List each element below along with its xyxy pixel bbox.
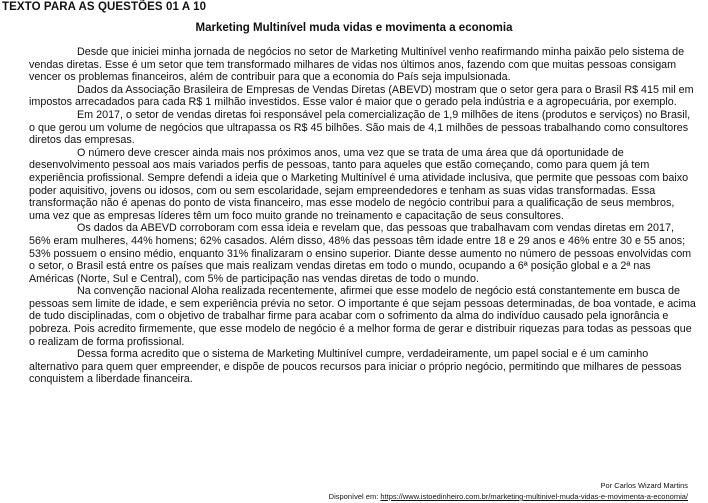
paragraph-7: Dessa forma acredito que o sistema de Marketing Multinível cumpre, verdadeiramente, um papel social e é um caminho alternativo para quem quer empreender, e dispõe de poucos recursos para iniciar o próprio negócio, permitindo que milhares de pessoas conquistem a liberdade financeira.	[29, 348, 682, 386]
source-line	[329, 492, 688, 501]
paragraph-5: Os dados da ABEVD corroboram com essa ideia e revelam que, das pessoas que trabalhavam com vendas diretas em 2017, 56% eram mulheres, 44% homens; 62% casados. Além disso, 48% das pessoas têm idade entre 18 e 29 anos e 46% entre 30 e 55 anos; 53% possuem o ensino médio, enquanto 31% finalizaram o ensino superior. Diante desse aumento no número de pessoas envolvidas com o setor, o Brasil está entre os países que mais realizam vendas diretas em todo o mundo, ocupando a 6ª posição global e a 2ª nas Américas (Norte, Sul e Central), com 5% de participação nas vendas diretas de todo o mundo.	[29, 222, 692, 285]
paragraph-4: O número deve crescer ainda mais nos próximos anos, uma vez que se trata de uma área que dá oportunidade de desenvolvimento pessoal aos mais variados perfis de pessoas, tanto para aqueles que estão começando, como para quem já tem experiência profissional. Sempre defendi a ideia que o Marketing Multinível é uma atividade inclusiva, que permite que pessoas com baixo poder aquisitivo, jovens ou idosos, com ou sem escolaridade, sejam empreendedores e tenham as suas vidas transformadas. Essa transformação não é apenas do ponto de vista financeiro, mas esse modelo de negócio contribui para a qualificação de seus membros, uma vez que as empresas líderes têm um foco muito grande no treinamento e capacitação de seus consultores.	[29, 146, 689, 222]
article-body	[29, 46, 697, 386]
paragraph-6: Na convenção nacional Aloha realizada recentemente, afirmei que esse modelo de negócio está constantemente em busca de pessoas sem limite de idade, e sem experiência prévia no setor. O importante é que sejam pessoas determinadas, de boa vontade, e acima de tudo disciplinadas, com o objetivo de trabalhar firme para acabar com o sofrimento da alma do indivíduo causado pela ignorância e pobreza. Pois acredito firmemente, que esse modelo de negócio é a melhor forma de gerar e distribuir riquezas para todas as pessoas que o realizam de forma profissional.	[29, 285, 696, 348]
source-link[interactable]: https://www.istoedinheiro.com.br/marketing-multinivel-muda-vidas-e-movimenta-a-economia/	[380, 492, 688, 501]
source-label: Disponível em:	[328, 492, 379, 501]
paragraph-2: Dados da Associação Brasileira de Empresas de Vendas Diretas (ABEVD) mostram que o setor gera para o Brasil R$ 415 mil em impostos arrecadados para cada R$ 1 milhão investidos. Esse valor é maior que o gerado pela indústria e a agropecuária, por exemplo.	[29, 83, 694, 109]
paragraph-3: Em 2017, o setor de vendas diretas foi responsável pela comercialização de 1,9 milhões de itens (produtos e serviços) no Brasil, o que gerou um volume de negócios que ultrapassa os R$ 45 bilhões. São mais de 4,1 milhões de pessoas trabalhando como consultores diretos das empresas.	[29, 108, 691, 147]
article-title: Marketing Multinível muda vidas e movimenta a economia	[195, 22, 513, 34]
paragraph-1: Desde que iniciei minha jornada de negócios no setor de Marketing Multinível venho reafirmando minha paixão pelo sistema de vendas diretas. Esse é um setor que tem transformado milhares de vidas nos últimos anos, fazendo com que muitas pessoas consigam vencer os problemas financeiros, além de contribuir para que a economia do País seja impulsionada.	[29, 46, 685, 84]
author-credit: Por Carlos Wizard Martins	[600, 481, 688, 490]
section-title: TEXTO PARA AS QUESTÕES 01 A 10	[2, 1, 207, 13]
